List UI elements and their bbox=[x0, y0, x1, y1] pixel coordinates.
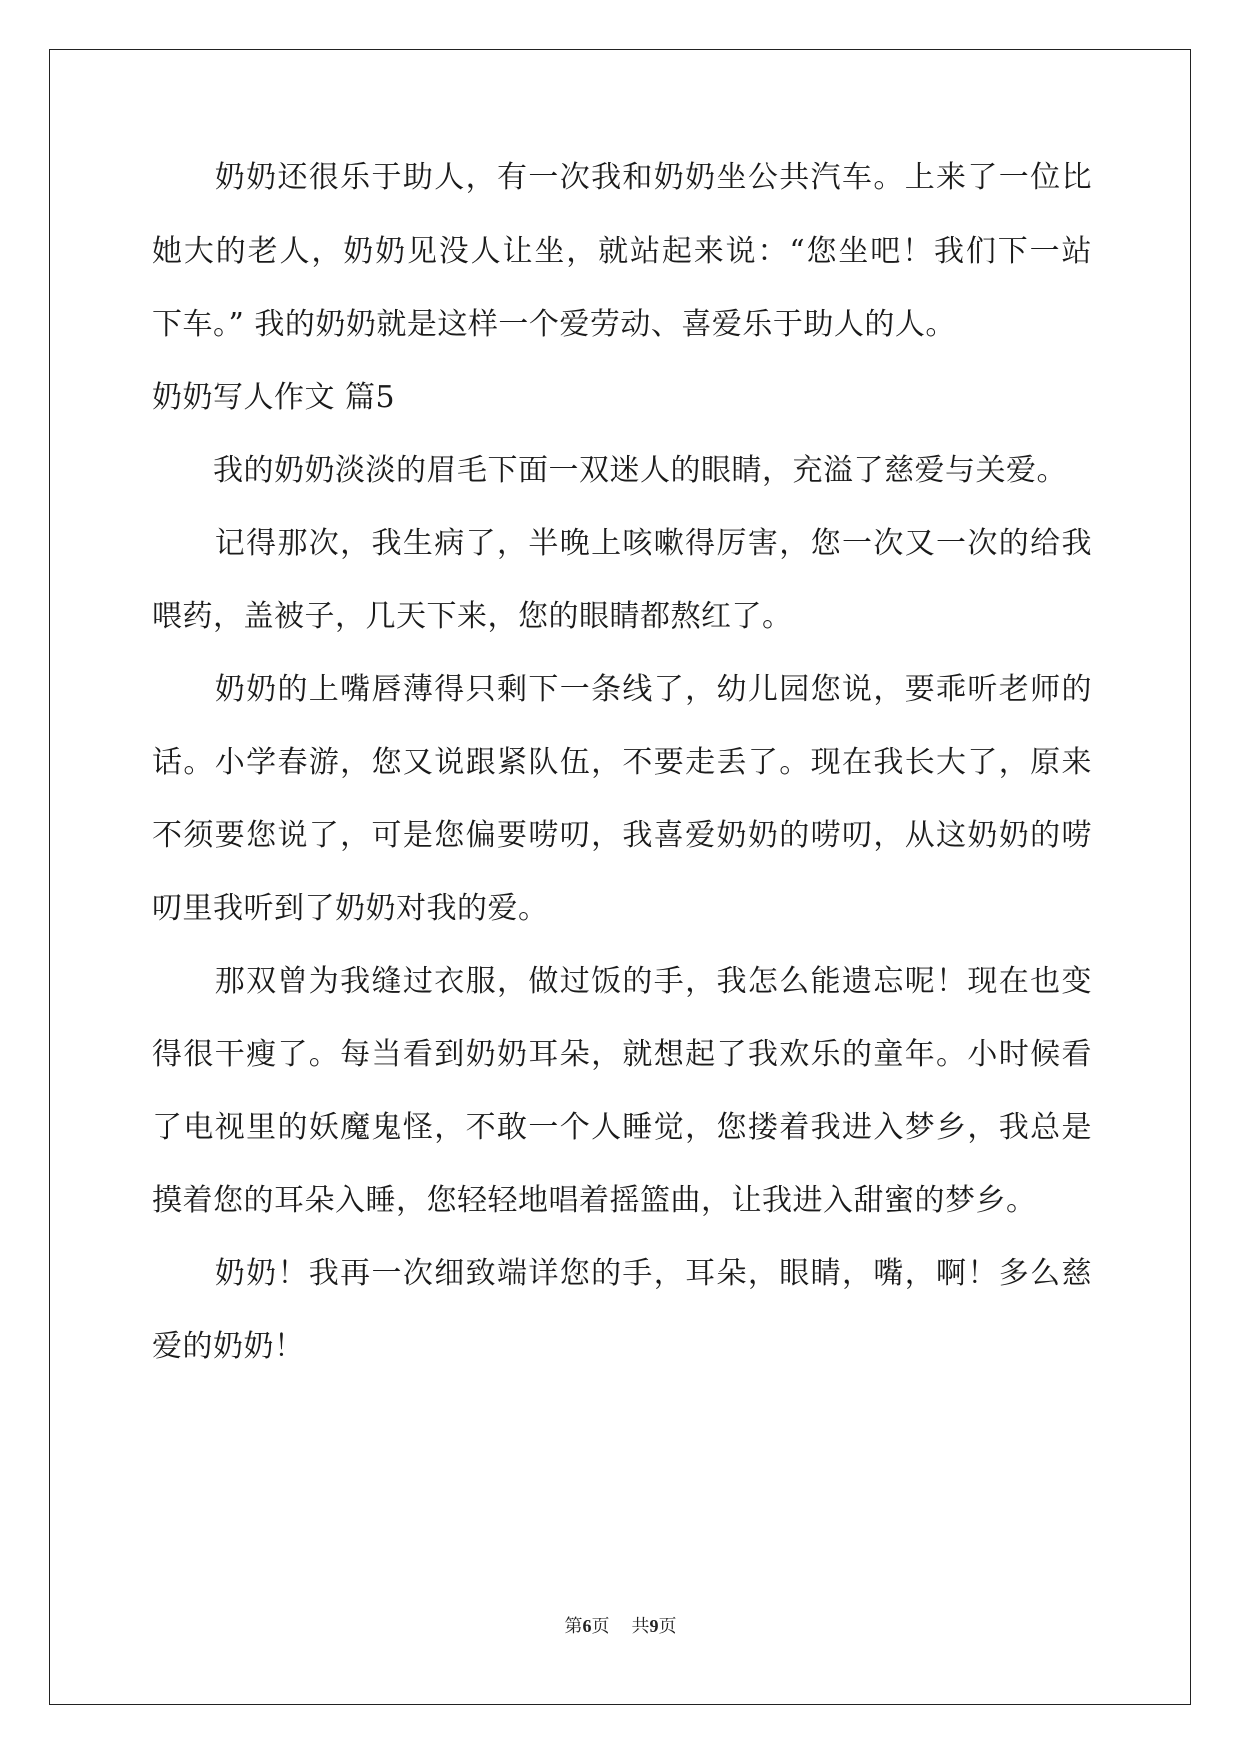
paragraph-line: 那双曾为我缝过衣服，做过饭的手，我怎么能遗忘呢！现在也变 bbox=[152, 964, 1092, 999]
paragraph-line: 下车。” 我的奶奶就是这样一个爱劳动、喜爱乐于助人的人。 bbox=[152, 307, 956, 342]
paragraph-line: 得很干瘦了。每当看到奶奶耳朵，就想起了我欢乐的童年。小时候看 bbox=[152, 1037, 1092, 1072]
paragraph-line: 摸着您的耳朵入睡，您轻轻地唱着摇篮曲，让我进入甜蜜的梦乡。 bbox=[152, 1183, 1037, 1218]
paragraph-line: 爱的奶奶！ bbox=[152, 1329, 305, 1364]
page-footer bbox=[0, 1612, 1241, 1638]
paragraph-line: 奶奶还很乐于助人，有一次我和奶奶坐公共汽车。上来了一位比 bbox=[152, 160, 1092, 195]
paragraph-line: 奶奶的上嘴唇薄得只剩下一条线了，幼儿园您说，要乖听老师的 bbox=[152, 672, 1092, 707]
paragraph-line: 我的奶奶淡淡的眉毛下面一双迷人的眼睛，充溢了慈爱与关爱。 bbox=[152, 453, 1067, 488]
paragraph-line: 话。小学春游，您又说跟紧队伍，不要走丢了。现在我长大了，原来 bbox=[152, 745, 1092, 780]
total-pages-number: 9 bbox=[649, 1616, 659, 1636]
paragraph-line: 了电视里的妖魔鬼怪，不敢一个人睡觉，您搂着我进入梦乡，我总是 bbox=[152, 1110, 1092, 1145]
section-heading: 奶奶写人作文 篇5 bbox=[152, 380, 396, 415]
paragraph-line: 记得那次，我生病了，半晚上咳嗽得厉害，您一次又一次的给我 bbox=[152, 526, 1092, 561]
paragraph-line: 奶奶！我再一次细致端详您的手，耳朵，眼睛，嘴，啊！多么慈 bbox=[152, 1256, 1092, 1291]
page-border bbox=[49, 49, 1191, 1705]
paragraph-line: 叨里我听到了奶奶对我的爱。 bbox=[152, 891, 549, 926]
paragraph-line: 喂药，盖被子，几天下来，您的眼睛都熬红了。 bbox=[152, 599, 793, 634]
footer-prefix: 第 bbox=[564, 1616, 583, 1636]
paragraph-line: 她大的老人，奶奶见没人让坐，就站起来说：“您坐吧！我们下一站 bbox=[152, 234, 1092, 269]
footer-page-suffix: 页 bbox=[591, 1616, 610, 1636]
footer-total-suffix: 页 bbox=[658, 1616, 677, 1636]
footer-total-prefix: 共 bbox=[631, 1616, 650, 1636]
paragraph-line: 不须要您说了，可是您偏要唠叨，我喜爱奶奶的唠叨，从这奶奶的唠 bbox=[152, 818, 1092, 853]
current-page-number: 6 bbox=[582, 1616, 592, 1636]
